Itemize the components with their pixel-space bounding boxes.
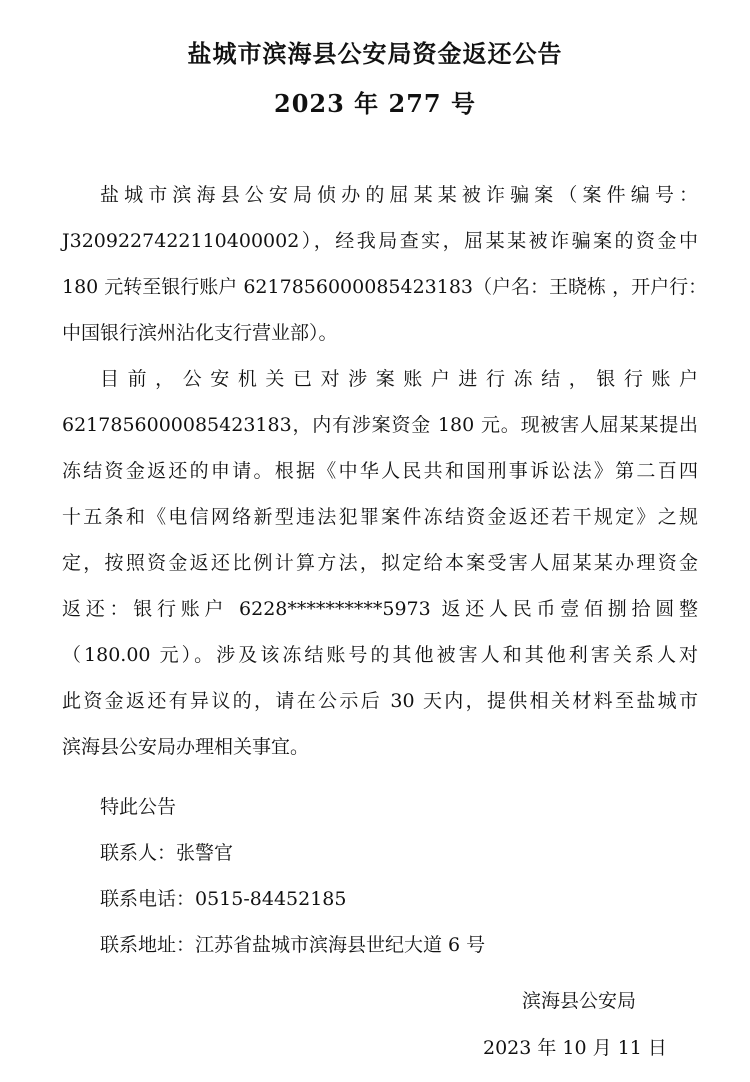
- contact-section: [62, 784, 698, 968]
- paragraph-line: 180 元转至银行账户 6217856000085423183（户名：王晓栋 ，开户行：: [62, 276, 708, 298]
- contact-person: 联系人：张警官: [100, 842, 234, 864]
- notice-title: 盐城市滨海县公安局资金返还公告: [187, 39, 563, 68]
- paragraph-line: 滨海县公安局办理相关事宜。: [62, 736, 310, 758]
- paragraph-line: 盐城市滨海县公安局侦办的屈某某被诈骗案（案件编号：: [100, 184, 698, 206]
- paragraph-line: 6217856000085423183，内有涉案资金 180 元。现被害人屈某某提出: [62, 414, 698, 436]
- paragraph-line: （180.00 元）。涉及该冻结账号的其他被害人和其他利害关系人对: [62, 644, 698, 666]
- issue-date: 2023 年 10 月 11 日: [483, 1037, 667, 1059]
- notice-number: 2023 年 277 号: [274, 89, 476, 118]
- case-paragraph: [62, 172, 708, 356]
- contact-address: 联系地址：江苏省盐城市滨海县世纪大道 6 号: [100, 934, 486, 956]
- paragraph-line: 返还：银行账户 6228**********5973 返还人民币壹佰捌拾圆整: [62, 598, 698, 620]
- paragraph-line: 目前，公安机关已对涉案账户进行冻结，银行账户: [100, 368, 698, 390]
- contact-phone: 联系电话：0515-84452185: [100, 888, 347, 910]
- paragraph-line: 中国银行滨州沾化支行营业部）。: [62, 322, 338, 344]
- refund-paragraph: [62, 356, 698, 770]
- paragraph-line: 此资金返还有异议的，请在公示后 30 天内，提供相关材料至盐城市: [62, 690, 698, 712]
- paragraph-line: 冻结资金返还的申请。根据《中华人民共和国刑事诉讼法》第二百四: [62, 460, 698, 482]
- paragraph-line: J3209227422110400002），经我局查实，屈某某被诈骗案的资金中: [62, 230, 698, 252]
- paragraph-line: 十五条和《电信网络新型违法犯罪案件冻结资金返还若干规定》之规: [62, 506, 698, 528]
- special-notice: 特此公告: [100, 796, 177, 818]
- issuing-organization: 滨海县公安局: [522, 990, 637, 1012]
- paragraph-line: 定，按照资金返还比例计算方法，拟定给本案受害人屈某某办理资金: [62, 552, 698, 574]
